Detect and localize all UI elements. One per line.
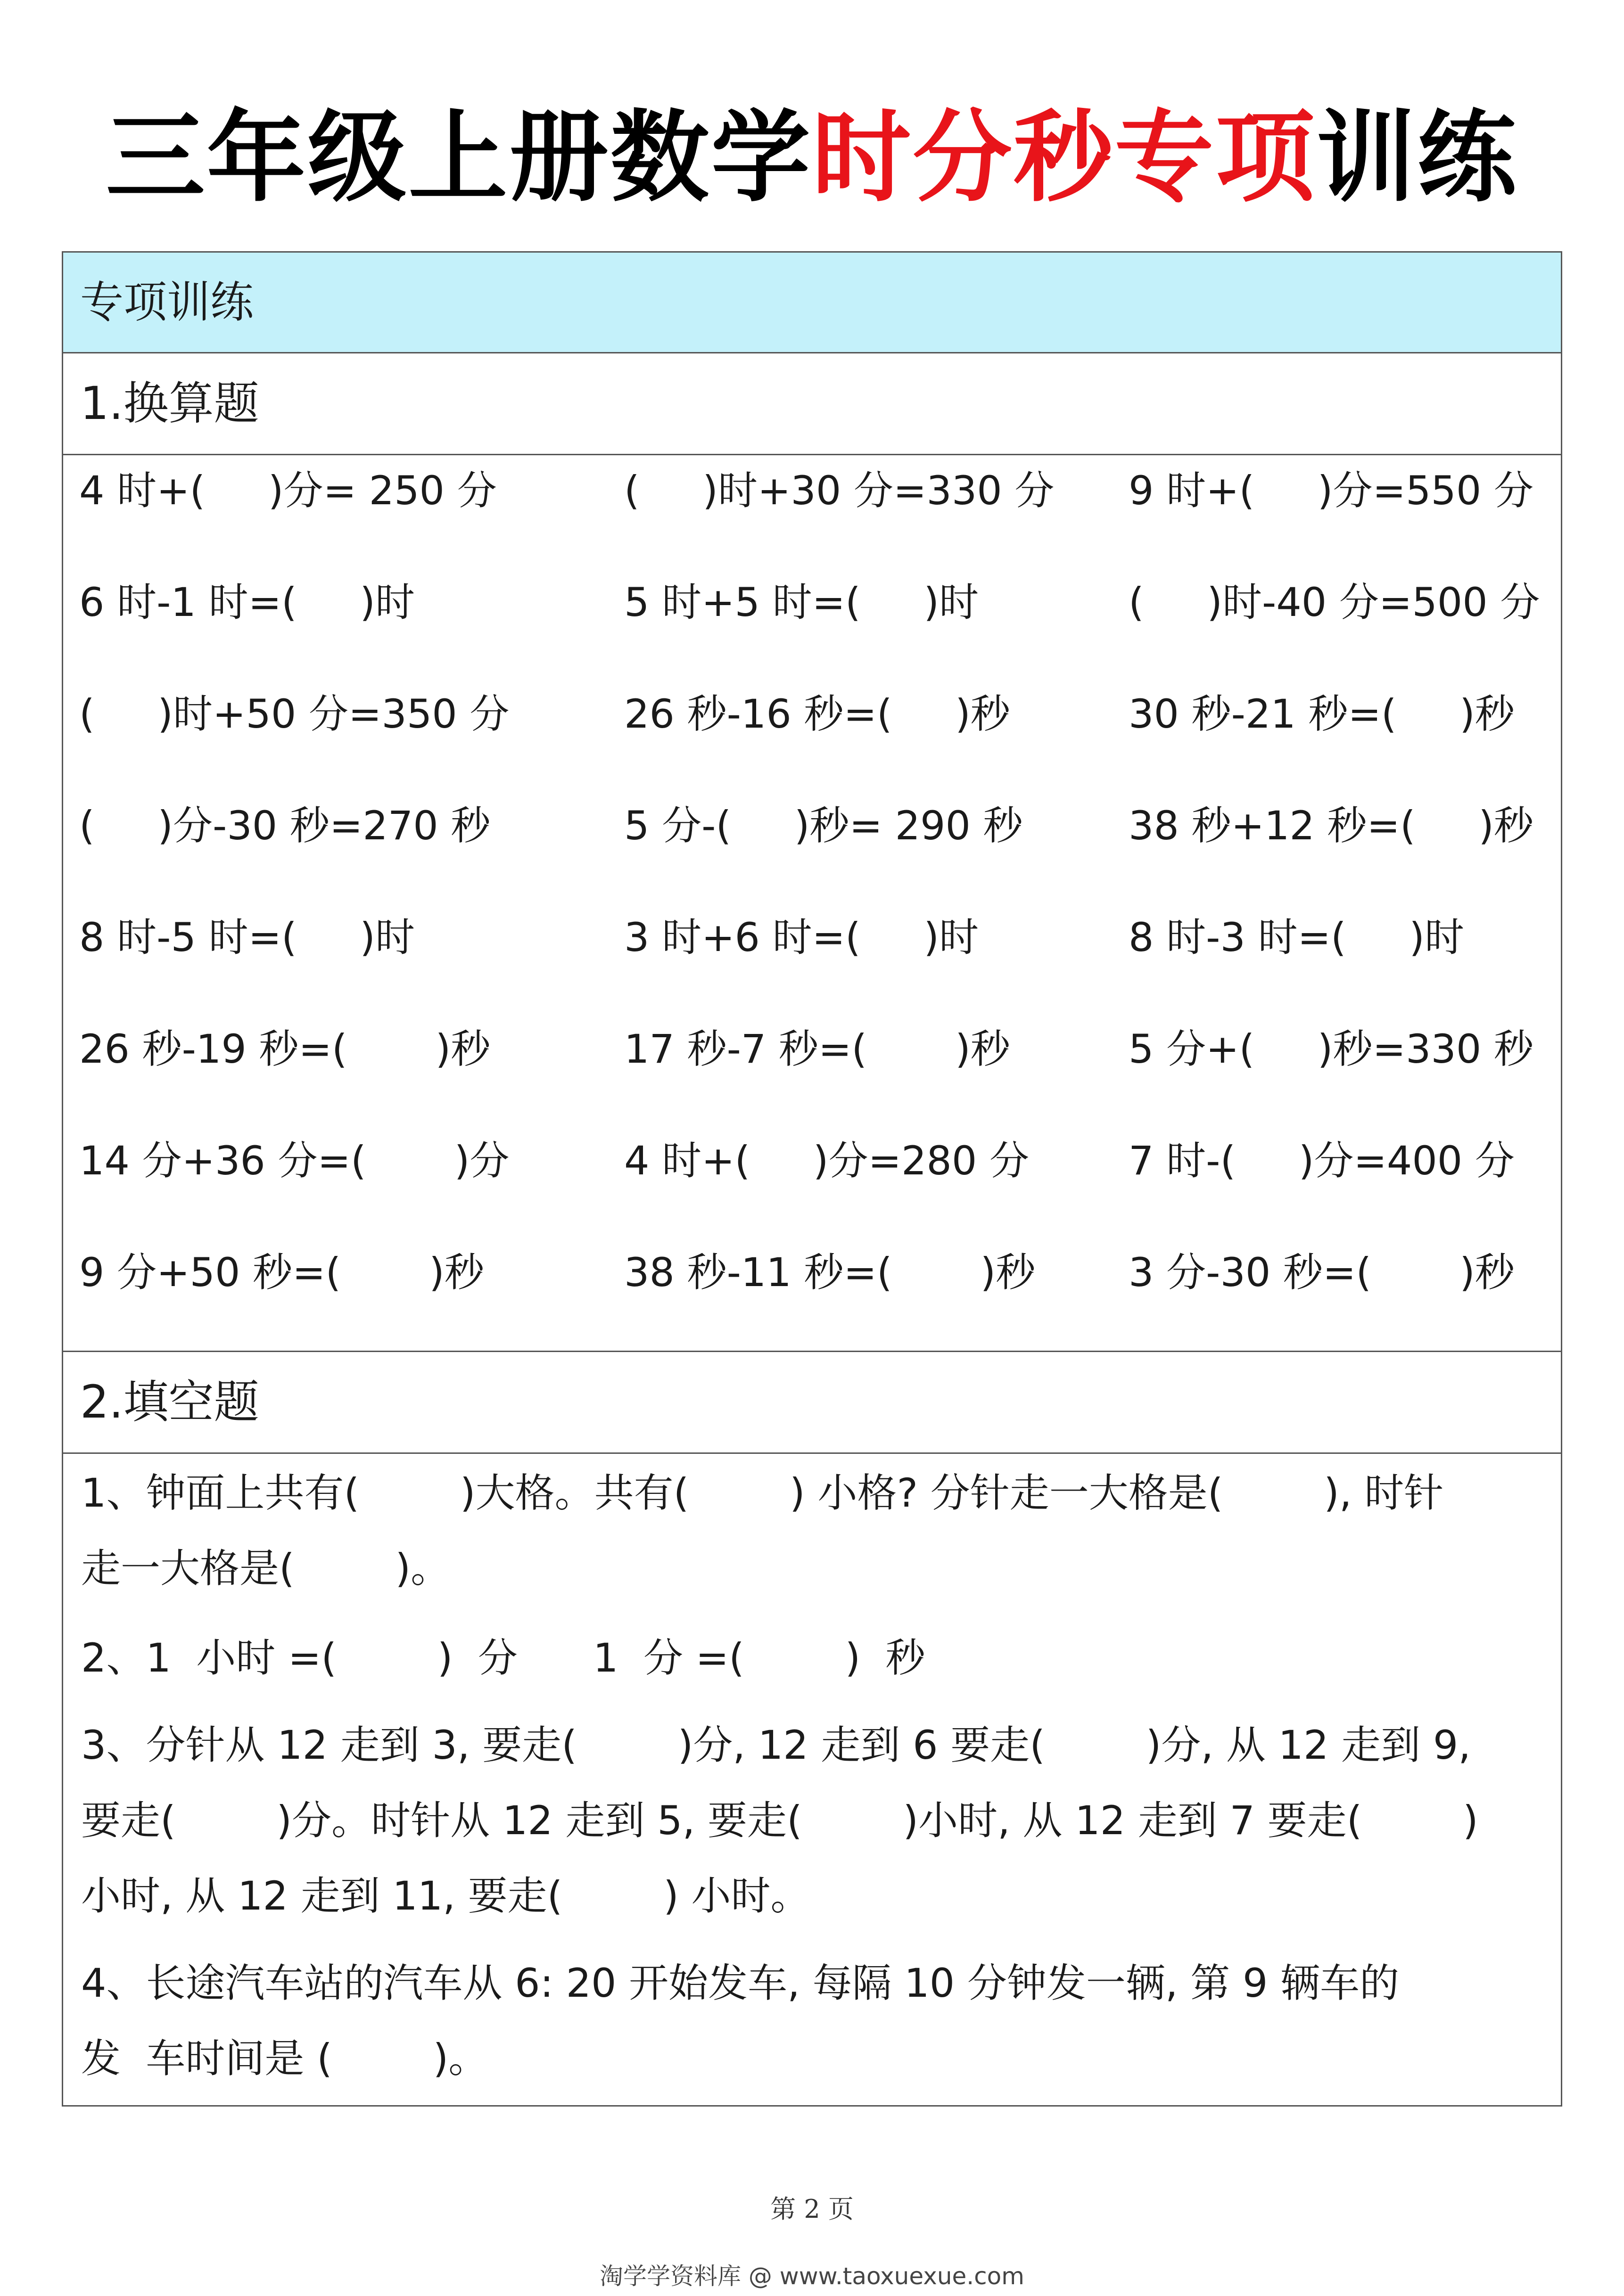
question-line: 3、分针从 12 走到 3, 要走( )分, 12 走到 6 要走( )分, 从 12 走到 9,: [81, 1722, 1471, 1768]
problem-row: [63, 1237, 1561, 1308]
footer-watermark: 淘学学资料库 @ www.taoxuexue.com: [600, 2263, 1024, 2290]
problem-row: [63, 790, 1561, 861]
problem-row: [63, 1014, 1561, 1084]
question-line: 小时, 从 12 走到 11, 要走( ) 小时。: [81, 1873, 810, 1919]
conversion-problem: 5 分-( )秒= 290 秒: [624, 803, 1023, 849]
conversion-problem: 26 秒-19 秒=( )秒: [79, 1026, 491, 1072]
problem-row: [63, 455, 1561, 526]
problem-row: [63, 679, 1561, 749]
conversion-problem: 4 时+( )分= 250 分: [79, 467, 497, 514]
fill-blank-questions: [63, 1455, 1561, 2106]
conversion-problem: 8 时-3 时=( )时: [1129, 914, 1465, 960]
question-line: 1、钟面上共有( )大格。共有( ) 小格? 分针走一大格是( ), 时针: [81, 1470, 1444, 1516]
question-line: 发 车时间是 ( )。: [81, 2035, 488, 2082]
conversion-problem: 38 秒-11 秒=( )秒: [624, 1249, 1036, 1296]
conversion-problem: 5 分+( )秒=330 秒: [1129, 1026, 1533, 1072]
page-title: [0, 94, 1624, 221]
question-line: 4、长途汽车站的汽车从 6: 20 开始发车, 每隔 10 分钟发一辆, 第 9 辆车的: [81, 1960, 1400, 2006]
title-part-1: 三年级上册数学: [106, 100, 812, 215]
conversion-problem: 8 时-5 时=( )时: [79, 914, 415, 960]
worksheet-table: [62, 251, 1562, 2107]
problem-row: [63, 567, 1561, 638]
section-heading-conversion: 1.换算题: [63, 353, 1561, 455]
conversion-problem: 17 秒-7 秒=( )秒: [624, 1026, 1010, 1072]
title-part-2-highlight: 时分秒专项: [812, 100, 1317, 215]
conversion-problem: ( )时-40 分=500 分: [1129, 579, 1540, 625]
section-heading-fill-blank: 2.填空题: [63, 1351, 1561, 1454]
problem-row: [63, 902, 1561, 973]
worksheet-header: 专项训练: [63, 253, 1561, 353]
page-number: 第 2 页: [770, 2194, 854, 2224]
conversion-problem: 7 时-( )分=400 分: [1129, 1138, 1515, 1184]
conversion-problem: 3 分-30 秒=( )秒: [1129, 1249, 1515, 1296]
conversion-problem: 38 秒+12 秒=( )秒: [1129, 803, 1533, 849]
conversion-problem: 4 时+( )分=280 分: [624, 1138, 1029, 1184]
conversion-problems: [63, 455, 1561, 1351]
question-line: 要走( )分。时针从 12 走到 5, 要走( )小时, 从 12 走到 7 要走( ): [81, 1797, 1478, 1844]
problem-row: [63, 1125, 1561, 1196]
conversion-problem: ( )时+50 分=350 分: [79, 691, 510, 737]
conversion-problem: ( )分-30 秒=270 秒: [79, 803, 491, 849]
conversion-problem: 6 时-1 时=( )时: [79, 579, 415, 625]
question-line: 2、1 小时 =( ) 分 1 分 =( ) 秒: [81, 1635, 925, 1681]
title-part-3: 训练: [1316, 100, 1518, 215]
conversion-problem: 9 分+50 秒=( )秒: [79, 1249, 484, 1296]
conversion-problem: 3 时+6 时=( )时: [624, 914, 979, 960]
conversion-problem: 14 分+36 分=( )分: [79, 1138, 510, 1184]
conversion-problem: 5 时+5 时=( )时: [624, 579, 979, 625]
conversion-problem: 26 秒-16 秒=( )秒: [624, 691, 1010, 737]
conversion-problem: ( )时+30 分=330 分: [624, 467, 1055, 514]
question-line: 走一大格是( )。: [81, 1545, 451, 1591]
conversion-problem: 30 秒-21 秒=( )秒: [1129, 691, 1515, 737]
conversion-problem: 9 时+( )分=550 分: [1129, 467, 1533, 514]
